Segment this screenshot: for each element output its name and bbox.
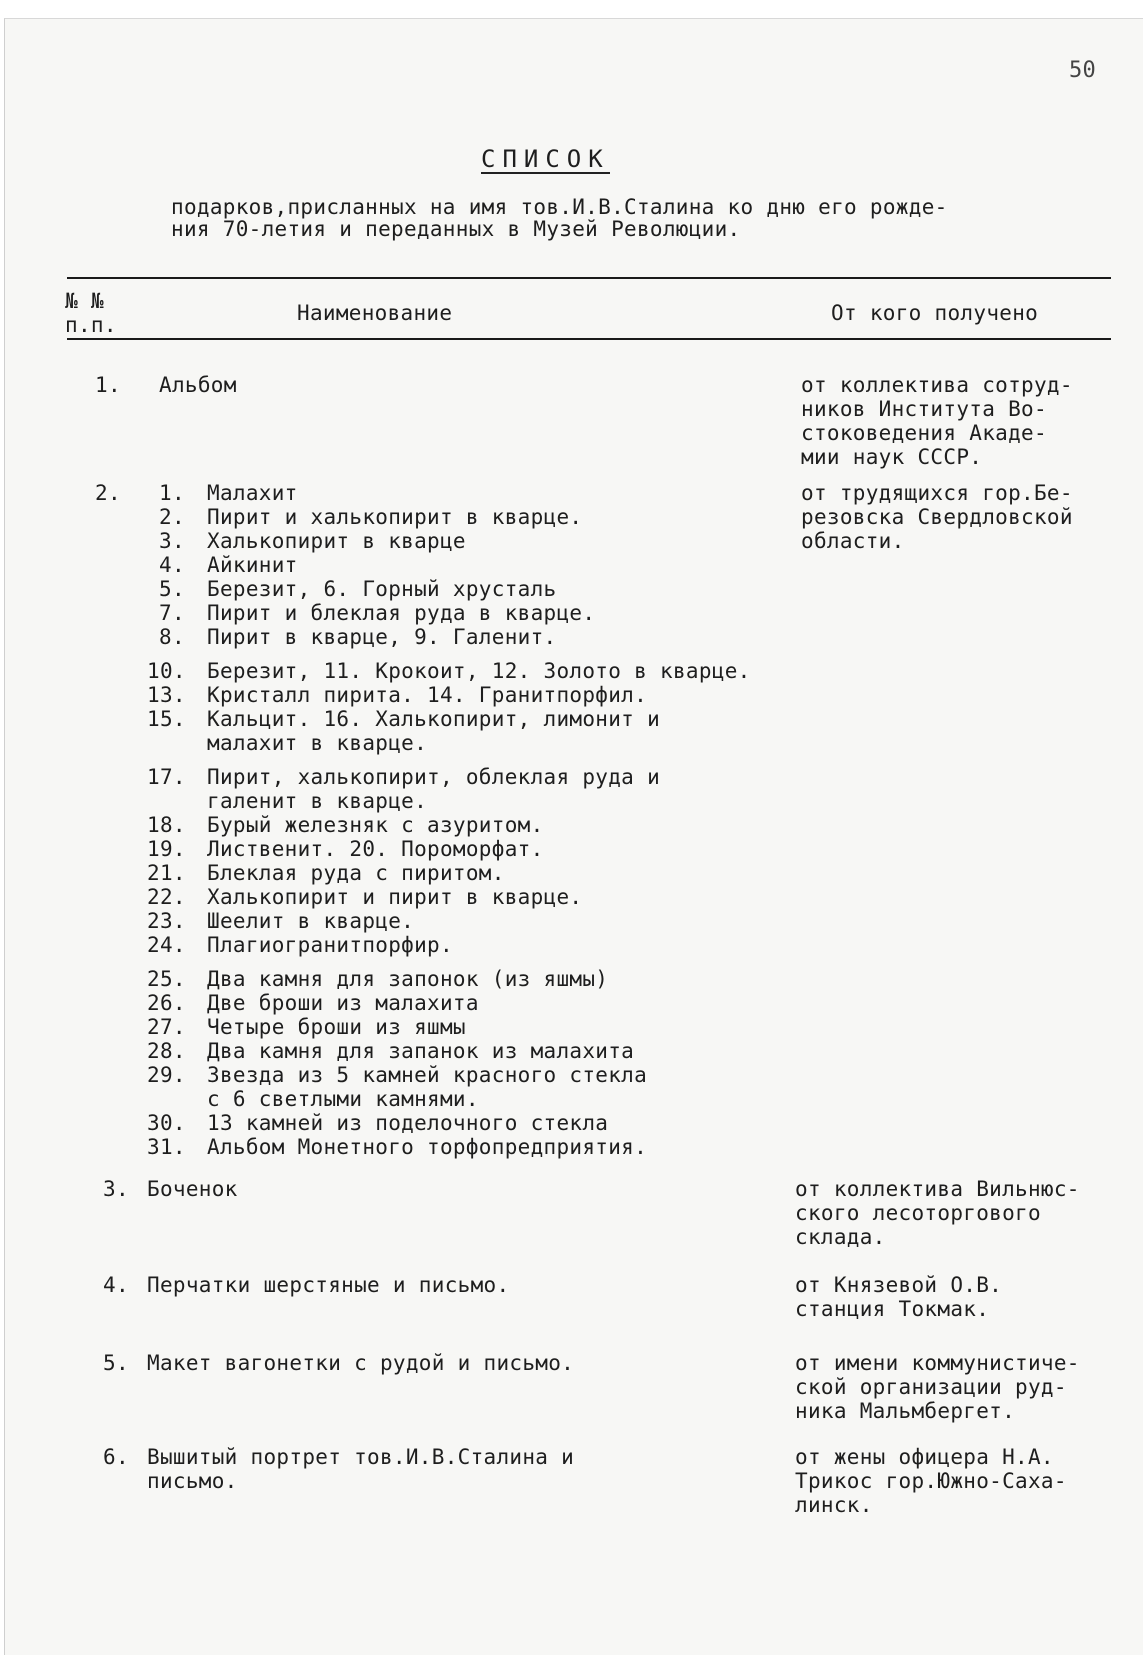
sub-item-number: 15. (147, 707, 186, 731)
sub-item-text: Лиственит. 20. Пороморфат. (207, 837, 544, 861)
entry-from: ника Мальмбергет. (795, 1399, 1016, 1423)
entry-number: 3. (103, 1177, 129, 1201)
sub-item-text: Малахит (207, 481, 298, 505)
page-number: 50 (1069, 58, 1097, 83)
sub-item-text: малахит в кварце. (207, 731, 428, 755)
sub-item-text: Пирит, халькопирит, облеклая руда и (207, 765, 661, 789)
sub-item-text: Айкинит (207, 553, 298, 577)
sub-item-text: Пирит и халькопирит в кварце. (207, 505, 583, 529)
sub-item-number: 2. (159, 505, 185, 529)
entry-number: 1. (95, 373, 121, 397)
document-sheet (4, 18, 1143, 1655)
entry-number: 2. (95, 481, 121, 505)
entry-from: станция Токмак. (795, 1297, 990, 1321)
entry-name: Перчатки шерстяные и письмо. (147, 1273, 510, 1297)
sub-item-number: 17. (147, 765, 186, 789)
entry-name: Боченок (147, 1177, 238, 1201)
sub-item-number: 23. (147, 909, 186, 933)
sub-item-number: 30. (147, 1111, 186, 1135)
header-number-label: № № (65, 289, 104, 313)
entry-from: области. (801, 529, 905, 553)
sub-item-text: Бурый железняк с азуритом. (207, 813, 544, 837)
entry-from: Трикос гор.Южно-Саха- (795, 1469, 1067, 1493)
sub-item-text: Альбом Монетного торфопредприятия. (207, 1135, 648, 1159)
sub-item-text: Шеелит в кварце. (207, 909, 415, 933)
entry-number: 5. (103, 1351, 129, 1375)
sub-item-text: Два камня для запанок из малахита (207, 1039, 635, 1063)
sub-item-number: 7. (159, 601, 185, 625)
sub-item-number: 25. (147, 967, 186, 991)
sub-item-text: Халькопирит и пирит в кварце. (207, 885, 583, 909)
sub-item-text: Пирит в кварце, 9. Галенит. (207, 625, 557, 649)
sub-item-number: 4. (159, 553, 185, 577)
sub-item-number: 28. (147, 1039, 186, 1063)
sub-item-text: Плагиогранитпорфир. (207, 933, 453, 957)
entry-from: резовска Свердловской (801, 505, 1073, 529)
sub-item-number: 27. (147, 1015, 186, 1039)
entry-from: от коллектива сотруд- (801, 373, 1073, 397)
entry-from: от Князевой О.В. (795, 1273, 1003, 1297)
entry-number: 6. (103, 1445, 129, 1469)
header-name-label: Наименование (297, 301, 453, 325)
sub-item-text: Кальцит. 16. Халькопирит, лимонит и (207, 707, 661, 731)
sub-item-text: с 6 светлыми камнями. (207, 1087, 479, 1111)
sub-item-number: 31. (147, 1135, 186, 1159)
sub-item-number: 29. (147, 1063, 186, 1087)
entry-from: мии наук СССР. (801, 445, 983, 469)
header-from-label: От кого получено (831, 301, 1039, 325)
header-top-rule (67, 277, 1111, 279)
sub-item-text: Березит, 6. Горный хрусталь (207, 577, 557, 601)
entry-number: 4. (103, 1273, 129, 1297)
entry-from: ской организации руд- (795, 1375, 1067, 1399)
entry-name: Альбом (159, 373, 237, 397)
sub-item-number: 22. (147, 885, 186, 909)
sub-item-number: 19. (147, 837, 186, 861)
entry-from: от имени коммунистиче- (795, 1351, 1080, 1375)
entry-name: Вышитый портрет тов.И.В.Сталина и (147, 1445, 575, 1469)
sub-item-number: 8. (159, 625, 185, 649)
subtitle-line: ния 70-летия и переданных в Музей Революции. (171, 217, 741, 241)
sub-item-text: Березит, 11. Крокоит, 12. Золото в кварце. (207, 659, 751, 683)
header-bottom-rule (67, 338, 1111, 340)
entry-from: стоковедения Акаде- (801, 421, 1047, 445)
sub-item-text: Два камня для запонок (из яшмы) (207, 967, 609, 991)
sub-item-text: 13 камней из поделочного стекла (207, 1111, 609, 1135)
entry-from: склада. (795, 1225, 886, 1249)
sub-item-number: 26. (147, 991, 186, 1015)
sub-item-text: Блеклая руда с пиритом. (207, 861, 505, 885)
sub-item-text: Халькопирит в кварце (207, 529, 466, 553)
sub-item-text: Две броши из малахита (207, 991, 479, 1015)
entry-from: линск. (795, 1493, 873, 1517)
sub-item-number: 21. (147, 861, 186, 885)
entry-from: от трудящихся гор.Бе- (801, 481, 1073, 505)
sub-item-number: 24. (147, 933, 186, 957)
document-title: СПИСОК (481, 145, 610, 173)
sub-item-number: 1. (159, 481, 185, 505)
sub-item-text: Пирит и блеклая руда в кварце. (207, 601, 596, 625)
sub-item-text: Кристалл пирита. 14. Гранитпорфил. (207, 683, 648, 707)
entry-name: письмо. (147, 1469, 238, 1493)
sub-item-number: 5. (159, 577, 185, 601)
entry-from: ского лесоторгового (795, 1201, 1041, 1225)
sub-item-number: 18. (147, 813, 186, 837)
sub-item-text: Четыре броши из яшмы (207, 1015, 466, 1039)
entry-from: от коллектива Вильнюс- (795, 1177, 1080, 1201)
entry-name: Макет вагонетки с рудой и письмо. (147, 1351, 575, 1375)
subtitle-line: подарков,присланных на имя тов.И.В.Сталина ко дню его рожде- (171, 195, 948, 219)
sub-item-text: галенит в кварце. (207, 789, 428, 813)
sub-item-number: 13. (147, 683, 186, 707)
entry-from: ников Института Во- (801, 397, 1047, 421)
sub-item-number: 3. (159, 529, 185, 553)
sub-item-text: Звезда из 5 камней красного стекла (207, 1063, 648, 1087)
entry-from: от жены офицера Н.А. (795, 1445, 1054, 1469)
header-number-label: п.п. (65, 313, 117, 337)
sub-item-number: 10. (147, 659, 186, 683)
